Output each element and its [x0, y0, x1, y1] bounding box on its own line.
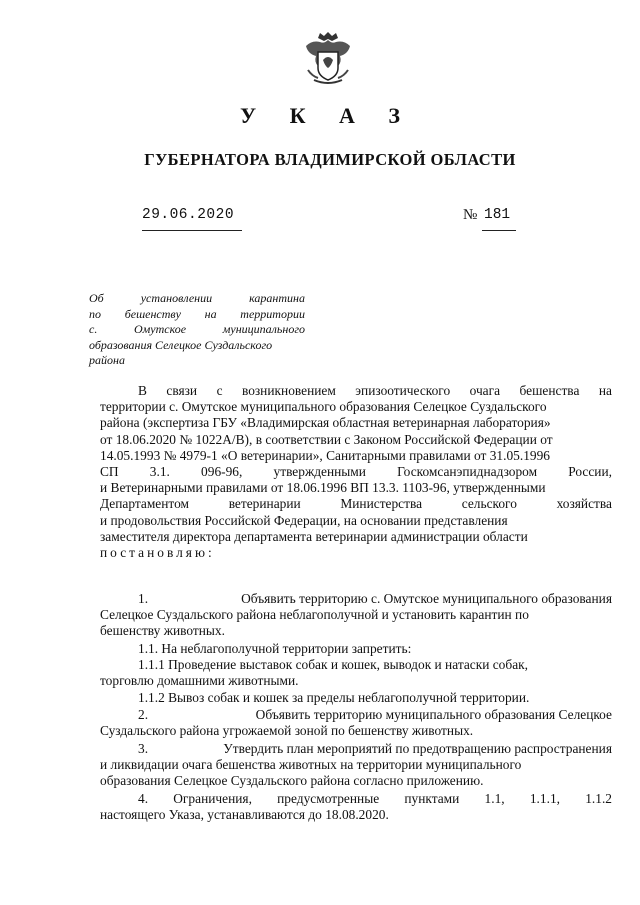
- text-line: 2. Объявить территорию муниципального образования Селецкое: [138, 707, 612, 722]
- text-line: и ликвидации очага бешенства животных на территории муниципального: [100, 757, 522, 773]
- text-line: бешенству животных.: [100, 623, 225, 639]
- date-underline: [142, 230, 242, 231]
- item-1-1: 1.1. На неблагополучной территории запретить:: [138, 641, 412, 656]
- item-2-paragraph: [100, 707, 612, 739]
- item-1-1-2: 1.1.2 Вывоз собак и кошек за пределы неблагополучной территории.: [138, 690, 530, 705]
- text-line: и Ветеринарными правилами от 18.06.1996 ВП 13.3. 1103-96, утвержденными: [100, 480, 546, 496]
- item-4-paragraph: [100, 791, 612, 823]
- text-line: Суздальского района угрожаемой зоной по бешенству животных.: [100, 723, 474, 739]
- subject-line: по бешенству на территории: [89, 306, 305, 321]
- text-line: 14.05.1993 № 4979-1 «О ветеринарии», Санитарными правилами от 31.05.1996: [100, 447, 550, 463]
- subject-line: образования Селецкое Суздальского: [89, 337, 273, 352]
- text-line: Департаментом ветеринарии Министерства сельского хозяйства: [100, 496, 612, 512]
- decree-word: постановляю:: [100, 545, 215, 561]
- text-line: настоящего Указа, устанавливаются до 18.08.2020.: [100, 807, 389, 823]
- decree-subject: [89, 291, 305, 369]
- text-line: торговлю домашними животными.: [100, 673, 299, 689]
- text-line: 1.1.1 Проведение выставок собак и кошек, выводок и натаски собак,: [138, 657, 528, 672]
- preamble-paragraph: [100, 383, 612, 561]
- item-3-paragraph: [100, 741, 612, 790]
- text-line: В связи с возникновением эпизоотического очага бешенства на: [138, 383, 612, 398]
- text-line: Селецкое Суздальского района неблагополучной и установить карантин по: [100, 607, 529, 623]
- subject-line: района: [89, 353, 125, 367]
- document-date: 29.06.2020: [142, 207, 235, 223]
- text-line: образования Селецкое Суздальского района согласно приложению.: [100, 773, 484, 789]
- text-line: СП 3.1. 096-96, утвержденными Госкомсанэпиднадзором России,: [100, 464, 612, 480]
- text-line: 1. Объявить территорию с. Омутское муниципального образования: [138, 591, 612, 606]
- coat-of-arms-emblem: [300, 28, 356, 88]
- item-1-1-1: [100, 657, 612, 689]
- subject-line: Об установлении карантина: [89, 291, 305, 305]
- number-label: №: [463, 207, 478, 223]
- document-authority: ГУБЕРНАТОРА ВЛАДИМИРСКОЙ ОБЛАСТИ: [144, 150, 516, 169]
- document-number: 181: [484, 207, 511, 223]
- text-line: 4. Ограничения, предусмотренные пунктами 1.1, 1.1.1, 1.1.2: [138, 791, 612, 806]
- text-line: района (экспертиза ГБУ «Владимирская областная ветеринарная лаборатория»: [100, 415, 551, 431]
- text-line: территории с. Омутское муниципального образования Селецкое Суздальского: [100, 399, 547, 415]
- text-line: от 18.06.2020 № 1022А/В), в соответствии с Законом Российской Федерации от: [100, 431, 553, 447]
- text-line: 3. Утвердить план мероприятий по предотвращению распространения: [138, 741, 612, 756]
- subject-line: с. Омутское муниципального: [89, 322, 305, 336]
- text-line: заместителя директора департамента ветеринарии администрации области: [100, 528, 528, 544]
- text-line: и продовольствия Российской Федерации, на основании представления: [100, 512, 508, 528]
- document-title: У К А З: [239, 103, 415, 128]
- item-1-paragraph: [100, 591, 612, 640]
- number-underline: [482, 230, 516, 231]
